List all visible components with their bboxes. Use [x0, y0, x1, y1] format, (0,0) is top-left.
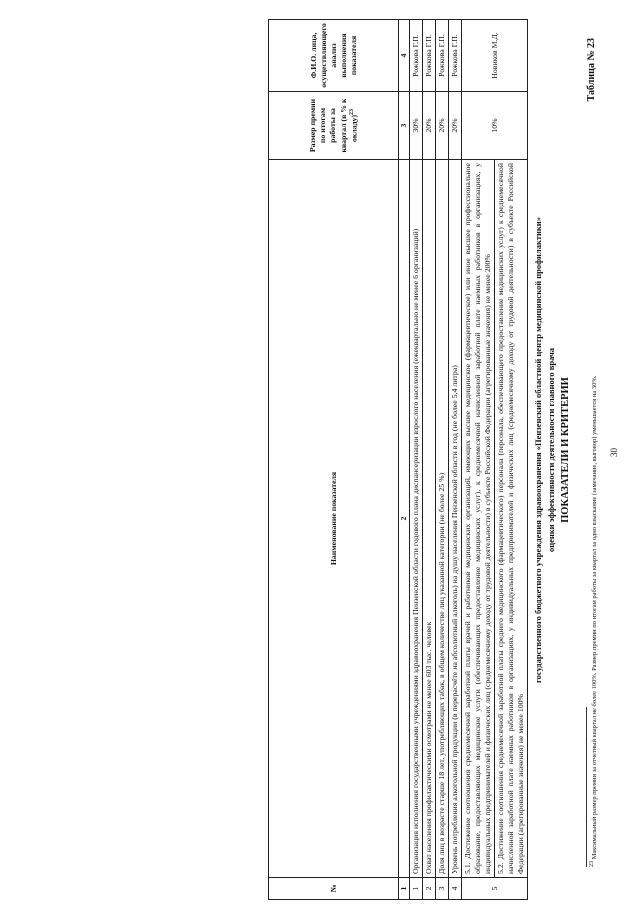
responsible-person: Новиков М.Д. [462, 20, 528, 92]
page-number: 30 [609, 448, 619, 457]
bonus-percent: 20% [423, 92, 436, 160]
row-number: 4 [449, 878, 462, 900]
header-responsible-person: Ф.И.О. лица, осуществляющего анализ выполнения показателя [269, 20, 399, 92]
indicators-table [268, 19, 528, 900]
column-number-row [399, 20, 410, 900]
table-header-row [269, 20, 399, 900]
header-indicator-name: Наименование показателя [269, 160, 399, 878]
responsible-person: Рожкова Г.П. [423, 20, 436, 92]
header-bonus-text: Размер премии по итогам работы за квартал (в % к окладу) [308, 98, 359, 153]
bonus-percent: 20% [449, 92, 462, 160]
responsible-person: Рожкова Г.П. [410, 20, 423, 92]
table-row [449, 20, 462, 900]
column-number: 1 [399, 878, 410, 900]
column-number: 3 [399, 92, 410, 160]
table-row [462, 20, 495, 900]
row-number: 5 [462, 878, 528, 900]
table-row [436, 20, 449, 900]
header-number: № [269, 878, 399, 900]
row-number: 3 [436, 878, 449, 900]
bonus-percent: 10% [462, 92, 528, 160]
table-row [410, 20, 423, 900]
column-number: 4 [399, 20, 410, 92]
row-number: 1 [410, 878, 423, 900]
indicator-name: Организация исполнения государственными учреждениями здравоохранения Пензенской области годового плана диспансеризации взрослого населения (ежеквартально не менее 6 организаций) [410, 160, 423, 878]
indicator-name: Доля лиц в возрасте старше 18 лет, употребляющих табак, в общем количестве лиц указанной категории (не более 25 %) [436, 160, 449, 878]
bonus-percent: 30% [410, 92, 423, 160]
column-number: 2 [399, 160, 410, 878]
footnote-divider [586, 707, 587, 867]
indicator-name: Уровень потребления алкогольной продукции (в перерасчёте на абсолютный алкоголь) на душу населения Пензенской области в год (не более 5,4 литра) [449, 160, 462, 878]
table-row [423, 20, 436, 900]
footnote [589, 376, 598, 867]
table-label: Таблица № 23 [586, 38, 597, 102]
indicator-subitem: 5.2. Достижение соотношения среднемесячной заработной платы среднего медицинского (фармацевтического) персонала (персонала, обеспечивающего предоставление медицинских услуг) к среднемесячной начисленной заработной плате наемных работников в организациях, у индивидуальных предпринимателей и физических лиц (среднемесячному доходу от трудовой деятельности) в субъекте Российской Федерации (агрегированные значения) не менее 100% [495, 160, 528, 878]
indicator-name: Охват населения профилактическими осмотрами не менее 603 тыс. человек [423, 160, 436, 878]
responsible-person: Рожкова Г.П. [449, 20, 462, 92]
header-bonus-size [269, 92, 399, 160]
document-subtitle-1: оценки эффективности деятельности главного врача [546, 347, 556, 553]
document-title: ПОКАЗАТЕЛИ И КРИТЕРИИ [560, 377, 571, 523]
document-subtitle-2: государственного бюджетного учреждения здравоохранения «Пензенский областной центр медицинской профилактики» [533, 217, 543, 683]
row-number: 2 [423, 878, 436, 900]
footnote-marker: 23 [589, 861, 595, 867]
indicator-subitem: 5.1. Достижение соотношения среднемесячной заработной платы врачей и работников медицинских организаций, имеющих высшее медицинское (фармацевтическое) или иное высшее профессиональное образование, предоставляющих медицинские услуги (обеспечивающих предоставление медицинских услуг), к среднемесячной начисленной заработной плате наемных работников в организациях, у индивидуальных предпринимателей и физических лиц (среднемесячному доходу от трудовой деятельности) в субъекте Российской Федерации (агрегированные значения) не менее 200% [462, 160, 495, 878]
bonus-percent: 20% [436, 92, 449, 160]
footnote-marker-header: 23 [348, 108, 355, 115]
responsible-person: Рожкова Г.П. [436, 20, 449, 92]
footnote-text: Максимальный размер премии за отчетный квартал не более 100%. Размер премии по итогам работы за квартал за одно взыскание (замечание, выговор) уменьшается на 30%. [591, 375, 599, 860]
